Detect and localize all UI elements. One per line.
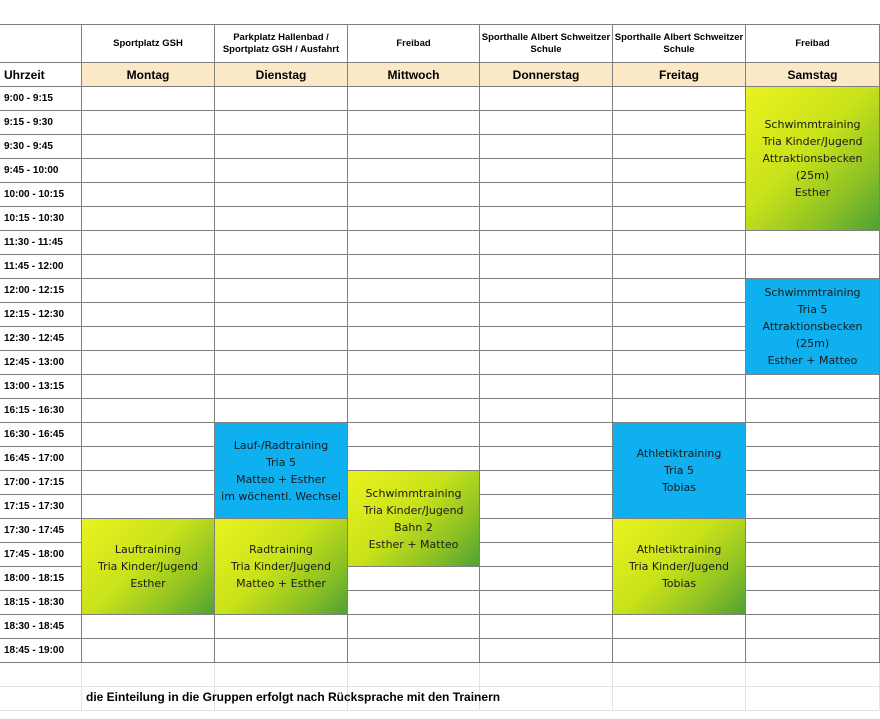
- session-line: Bahn 2: [394, 520, 433, 534]
- schedule-cell[interactable]: [613, 255, 746, 279]
- session-line: Lauf-/Radtraining: [233, 438, 329, 452]
- schedule-cell[interactable]: [215, 159, 348, 183]
- empty-cell: [215, 663, 348, 687]
- schedule-cell[interactable]: [82, 447, 215, 471]
- training-session-block[interactable]: [613, 519, 746, 615]
- empty-cell: [613, 687, 746, 711]
- schedule-cell[interactable]: [82, 87, 215, 111]
- schedule-cell[interactable]: [480, 423, 613, 447]
- schedule-cell[interactable]: [215, 303, 348, 327]
- schedule-cell[interactable]: [480, 87, 613, 111]
- schedule-cell[interactable]: [215, 375, 348, 399]
- schedule-cell[interactable]: [480, 255, 613, 279]
- schedule-cell[interactable]: [82, 255, 215, 279]
- day-header-samstag: Samstag: [746, 63, 880, 87]
- schedule-cell[interactable]: [480, 639, 613, 663]
- schedule-cell[interactable]: [82, 279, 215, 303]
- time-slot-label: 17:45 - 18:00: [0, 543, 82, 567]
- schedule-cell[interactable]: [480, 159, 613, 183]
- schedule-cell[interactable]: [215, 615, 348, 639]
- session-line: Attraktionsbecken (25m): [762, 320, 863, 350]
- location-header: Parkplatz Hallenbad / Sportplatz GSH / Ausfahrt: [215, 25, 348, 63]
- schedule-cell[interactable]: [480, 615, 613, 639]
- schedule-cell[interactable]: [348, 351, 480, 375]
- schedule-cell[interactable]: [82, 327, 215, 351]
- schedule-cell[interactable]: [613, 327, 746, 351]
- schedule-cell[interactable]: [348, 591, 480, 615]
- empty-cell: [613, 663, 746, 687]
- time-slot-label: 12:00 - 12:15: [0, 279, 82, 303]
- time-slot-label: 12:45 - 13:00: [0, 351, 82, 375]
- schedule-cell[interactable]: [348, 135, 480, 159]
- session-line: (25m): [795, 169, 830, 182]
- schedule-cell[interactable]: [613, 279, 746, 303]
- time-slot-label: 17:30 - 17:45: [0, 519, 82, 543]
- schedule-cell[interactable]: [746, 447, 880, 471]
- session-line: Esther + Matteo: [368, 537, 459, 551]
- schedule-cell[interactable]: [746, 495, 880, 519]
- schedule-cell[interactable]: [82, 375, 215, 399]
- schedule-cell[interactable]: [82, 303, 215, 327]
- schedule-cell[interactable]: [348, 303, 480, 327]
- time-slot-label: 18:15 - 18:30: [0, 591, 82, 615]
- session-line: Attraktionsbecken: [762, 152, 863, 165]
- location-header: Freibad: [746, 25, 880, 63]
- schedule-cell[interactable]: [348, 447, 480, 471]
- schedule-cell[interactable]: [215, 399, 348, 423]
- schedule-cell[interactable]: [82, 615, 215, 639]
- uhrzeit-header: Uhrzeit: [0, 63, 82, 87]
- session-line: Tria Kinder/Jugend: [628, 560, 730, 573]
- schedule-cell[interactable]: [82, 495, 215, 519]
- schedule-cell[interactable]: [215, 351, 348, 375]
- schedule-cell[interactable]: [613, 207, 746, 231]
- time-slot-label: 9:45 - 10:00: [0, 159, 82, 183]
- schedule-cell[interactable]: [480, 111, 613, 135]
- schedule-cell[interactable]: [746, 591, 880, 615]
- schedule-cell[interactable]: [348, 327, 480, 351]
- schedule-cell[interactable]: [348, 111, 480, 135]
- training-session-block[interactable]: [348, 471, 480, 567]
- session-line: Tria Kinder/Jugend: [363, 503, 464, 517]
- schedule-cell[interactable]: [82, 231, 215, 255]
- schedule-cell[interactable]: [746, 375, 880, 399]
- time-slot-label: 9:30 - 9:45: [0, 135, 82, 159]
- schedule-cell[interactable]: [215, 327, 348, 351]
- schedule-cell[interactable]: [746, 231, 880, 255]
- schedule-cell[interactable]: [480, 207, 613, 231]
- schedule-cell[interactable]: [348, 159, 480, 183]
- session-line: Esther: [794, 186, 831, 199]
- schedule-cell[interactable]: [348, 567, 480, 591]
- schedule-cell[interactable]: [82, 639, 215, 663]
- time-slot-label: 18:45 - 19:00: [0, 639, 82, 663]
- schedule-cell[interactable]: [613, 87, 746, 111]
- schedule-cell[interactable]: [480, 543, 613, 567]
- empty-cell: [82, 663, 215, 687]
- schedule-cell[interactable]: [613, 159, 746, 183]
- session-line: Schwimmtraining: [764, 286, 861, 299]
- empty-cell: [0, 663, 82, 687]
- schedule-cell[interactable]: [746, 615, 880, 639]
- session-line: Matteo + Esther: [236, 472, 326, 486]
- schedule-cell[interactable]: [215, 279, 348, 303]
- schedule-cell[interactable]: [480, 135, 613, 159]
- schedule-cell[interactable]: [480, 303, 613, 327]
- schedule-cell[interactable]: [613, 183, 746, 207]
- session-line: Esther: [130, 577, 166, 590]
- training-session-block[interactable]: [215, 423, 348, 519]
- schedule-cell[interactable]: [480, 519, 613, 543]
- schedule-cell[interactable]: [215, 183, 348, 207]
- schedule-cell[interactable]: [613, 375, 746, 399]
- schedule-cell[interactable]: [82, 183, 215, 207]
- schedule-cell[interactable]: [82, 135, 215, 159]
- time-slot-label: 11:45 - 12:00: [0, 255, 82, 279]
- schedule-cell[interactable]: [480, 495, 613, 519]
- schedule-cell[interactable]: [215, 231, 348, 255]
- schedule-cell[interactable]: [348, 207, 480, 231]
- schedule-cell[interactable]: [348, 399, 480, 423]
- session-line: im wöchentl. Wechsel: [221, 489, 341, 503]
- session-line: Athletiktraining: [636, 447, 722, 460]
- schedule-cell[interactable]: [215, 135, 348, 159]
- session-line: Tria 5: [664, 464, 694, 477]
- session-line: Esther + Matteo: [767, 354, 858, 367]
- empty-cell: [746, 663, 880, 687]
- schedule-cell[interactable]: [215, 111, 348, 135]
- schedule-cell[interactable]: [348, 423, 480, 447]
- time-slot-label: 16:30 - 16:45: [0, 423, 82, 447]
- training-session-block[interactable]: [746, 87, 880, 231]
- schedule-cell[interactable]: [480, 591, 613, 615]
- schedule-cell[interactable]: [480, 327, 613, 351]
- schedule-cell[interactable]: [348, 279, 480, 303]
- time-slot-label: 10:00 - 10:15: [0, 183, 82, 207]
- time-slot-label: 16:45 - 17:00: [0, 447, 82, 471]
- empty-cell: [480, 663, 613, 687]
- schedule-cell[interactable]: [348, 183, 480, 207]
- session-line: Tria Kinder/Jugend: [762, 135, 863, 148]
- corner-cell: [0, 25, 82, 63]
- schedule-cell[interactable]: [82, 471, 215, 495]
- schedule-cell[interactable]: [613, 615, 746, 639]
- footer-note: die Einteilung in die Gruppen erfolgt nach Rücksprache mit den Trainern: [86, 690, 501, 704]
- schedule-cell[interactable]: [480, 447, 613, 471]
- schedule-cell[interactable]: [480, 471, 613, 495]
- schedule-cell[interactable]: [746, 567, 880, 591]
- schedule-cell[interactable]: [746, 255, 880, 279]
- schedule-cell[interactable]: [613, 303, 746, 327]
- schedule-cell[interactable]: [613, 639, 746, 663]
- session-line: Tria Kinder/Jugend: [230, 560, 332, 573]
- time-slot-label: 18:00 - 18:15: [0, 567, 82, 591]
- training-session-block[interactable]: [215, 519, 348, 615]
- session-line: Tria 5: [797, 303, 828, 316]
- schedule-cell[interactable]: [613, 231, 746, 255]
- location-header: Sportplatz GSH: [82, 25, 215, 63]
- schedule-cell[interactable]: [613, 111, 746, 135]
- time-slot-label: 12:30 - 12:45: [0, 327, 82, 351]
- training-session-block[interactable]: [746, 279, 880, 375]
- schedule-cell[interactable]: [215, 255, 348, 279]
- session-line: Radtraining: [249, 543, 313, 556]
- training-session-block[interactable]: [613, 423, 746, 519]
- empty-cell: [746, 687, 880, 711]
- schedule-cell[interactable]: [746, 471, 880, 495]
- day-header-dienstag: Dienstag: [215, 63, 348, 87]
- schedule-cell[interactable]: [480, 351, 613, 375]
- location-header: Sporthalle Albert Schweitzer Schule: [480, 25, 613, 63]
- session-line: Tobias: [661, 481, 697, 494]
- session-line: Tria Kinder/Jugend: [97, 560, 199, 573]
- time-slot-label: 17:00 - 17:15: [0, 471, 82, 495]
- time-slot-label: 10:15 - 10:30: [0, 207, 82, 231]
- day-header-mittwoch: Mittwoch: [348, 63, 480, 87]
- time-slot-label: 12:15 - 12:30: [0, 303, 82, 327]
- schedule-cell[interactable]: [348, 87, 480, 111]
- schedule-cell[interactable]: [348, 615, 480, 639]
- day-header-montag: Montag: [82, 63, 215, 87]
- session-line: Schwimmtraining: [365, 486, 462, 500]
- schedule-cell[interactable]: [82, 423, 215, 447]
- schedule-cell[interactable]: [82, 111, 215, 135]
- location-header: Sporthalle Albert Schweitzer Schule: [613, 25, 746, 63]
- schedule-cell[interactable]: [480, 399, 613, 423]
- schedule-cell[interactable]: [82, 207, 215, 231]
- schedule-cell[interactable]: [480, 567, 613, 591]
- schedule-cell[interactable]: [348, 375, 480, 399]
- schedule-cell[interactable]: [215, 87, 348, 111]
- schedule-cell[interactable]: [348, 639, 480, 663]
- schedule-cell[interactable]: [746, 639, 880, 663]
- session-line: Schwimmtraining: [764, 118, 861, 131]
- time-slot-label: 18:30 - 18:45: [0, 615, 82, 639]
- session-line: Lauftraining: [114, 543, 182, 556]
- schedule-cell[interactable]: [746, 423, 880, 447]
- time-slot-label: 13:00 - 13:15: [0, 375, 82, 399]
- day-header-freitag: Freitag: [613, 63, 746, 87]
- schedule-cell[interactable]: [348, 231, 480, 255]
- schedule-cell[interactable]: [348, 255, 480, 279]
- empty-cell: [0, 687, 82, 711]
- time-slot-label: 9:15 - 9:30: [0, 111, 82, 135]
- session-line: Athletiktraining: [636, 543, 722, 556]
- session-line: Tria 5: [266, 455, 296, 469]
- schedule-cell[interactable]: [82, 351, 215, 375]
- schedule-cell[interactable]: [480, 231, 613, 255]
- time-slot-label: 16:15 - 16:30: [0, 399, 82, 423]
- schedule-cell[interactable]: [613, 135, 746, 159]
- schedule-cell[interactable]: [82, 399, 215, 423]
- schedule-cell[interactable]: [746, 543, 880, 567]
- day-header-donnerstag: Donnerstag: [480, 63, 613, 87]
- session-line: Tobias: [661, 577, 697, 590]
- time-slot-label: 11:30 - 11:45: [0, 231, 82, 255]
- schedule-cell[interactable]: [480, 279, 613, 303]
- schedule-cell[interactable]: [746, 399, 880, 423]
- schedule-cell[interactable]: [215, 207, 348, 231]
- schedule-cell[interactable]: [480, 375, 613, 399]
- time-slot-label: 9:00 - 9:15: [0, 87, 82, 111]
- title-row-cell: [0, 0, 880, 25]
- schedule-cell[interactable]: [480, 183, 613, 207]
- time-slot-label: 17:15 - 17:30: [0, 495, 82, 519]
- schedule-cell[interactable]: [215, 639, 348, 663]
- empty-cell: [348, 663, 480, 687]
- schedule-cell[interactable]: [613, 399, 746, 423]
- session-line: Matteo + Esther: [236, 577, 326, 590]
- schedule-cell[interactable]: [82, 159, 215, 183]
- schedule-cell[interactable]: [613, 351, 746, 375]
- training-session-block[interactable]: [82, 519, 215, 615]
- schedule-cell[interactable]: [746, 519, 880, 543]
- location-header: Freibad: [348, 25, 480, 63]
